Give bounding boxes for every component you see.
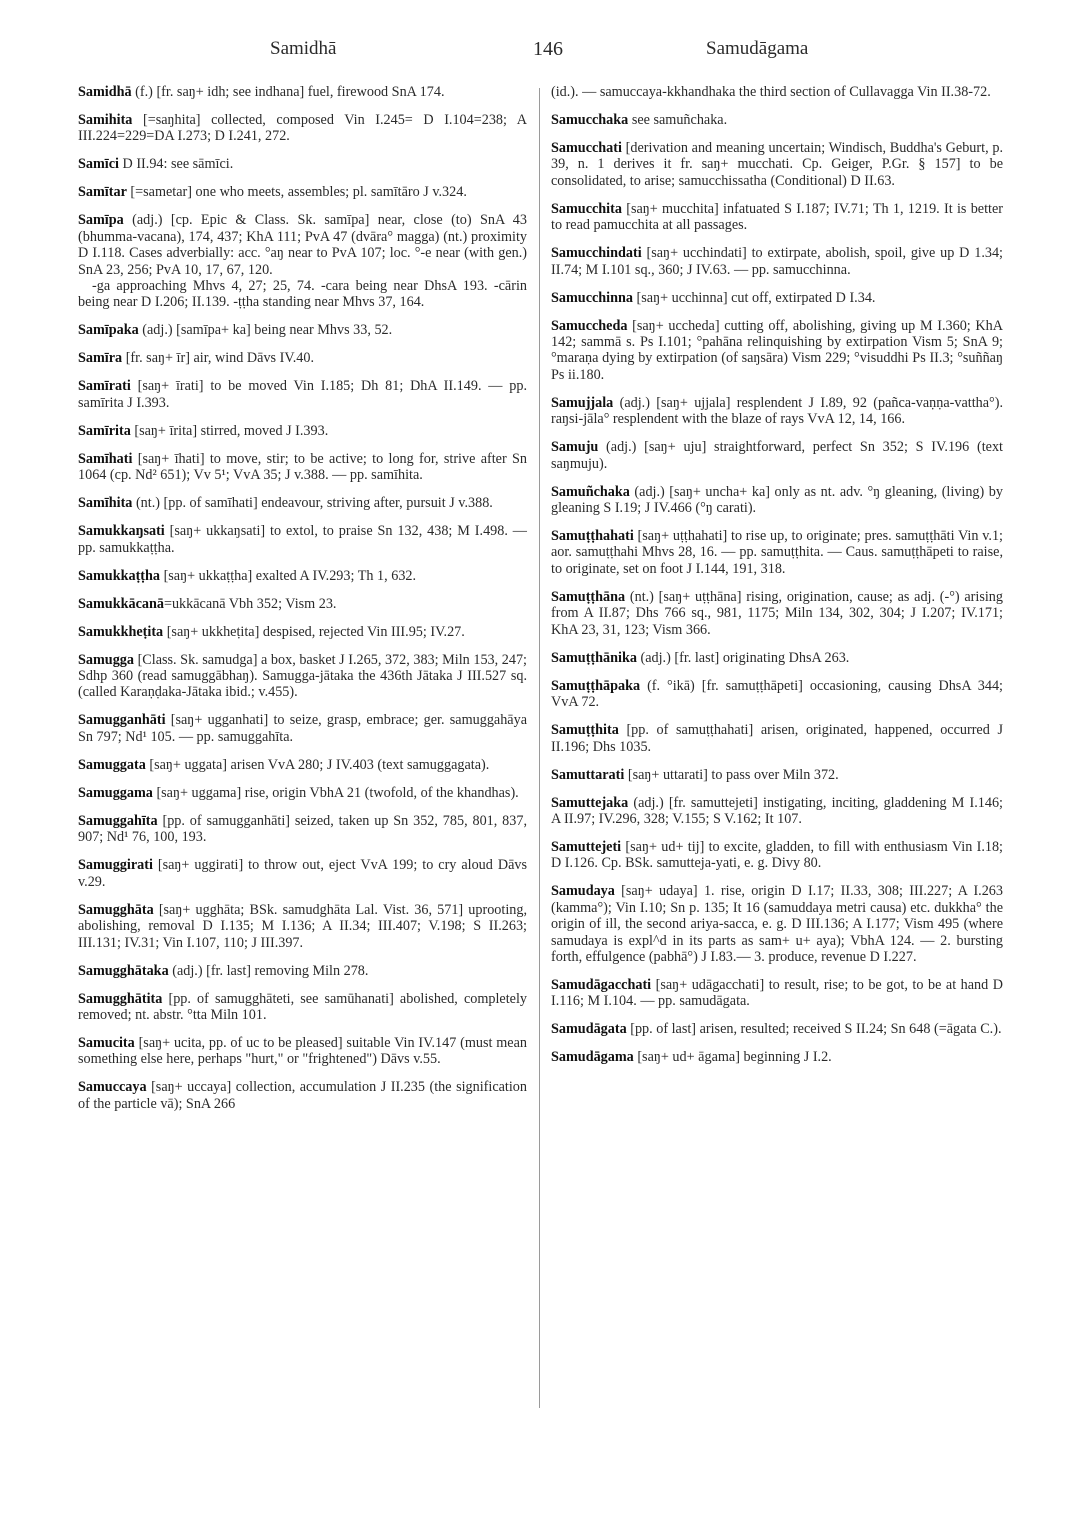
headword: Samucchati [551,140,622,156]
entry-definition: [pp. of samuṭṭhahati] arisen, originated, happened, occurred J II.196; Dhs 1035. [551,722,1003,755]
entry-definition: [Class. Sk. samudga] a box, basket J I.265, 372, 383; Miln 153, 247; Sdhp 360 (read samuggābhaŋ). Samugga-jātaka the 436th Jātaka J III.527 sq. (called Karaṇḍaka-Jātaka ibid.; v.455). [78,651,527,701]
entry-definition: [saŋ+ ucchinna] cut off, extirpated D I.34. [633,289,876,306]
entry-definition: [pp. of last] arisen, resulted; received S II.24; Sn 648 (=āgata C.). [626,1021,1002,1038]
headword: Samuṭṭhahati [551,528,634,545]
headword: Samudāgata [551,1021,627,1038]
dictionary-entry [78,902,527,951]
entry-definition: [saŋ+ uttarati] to pass over Miln 372. [624,766,839,783]
headword: Samudāgacchati [551,976,652,993]
entry-definition: D II.94: see sāmīci. [118,156,234,173]
entry-definition: [=sametar] one who meets, assembles; pl. samītāro J v.324. [126,184,467,201]
dictionary-entry [78,112,527,145]
headword: Samugganhāti [78,712,166,729]
dictionary-entry [551,201,1003,234]
headword: Samuggama [78,784,153,801]
dictionary-entry [78,451,527,484]
entry-definition: (id.). — samuccaya-kkhandhaka the third section of Cullavagga Vin II.38-72. [551,84,991,100]
dictionary-entry [78,495,527,511]
dictionary-entry [78,568,527,584]
dictionary-entry [78,1035,527,1068]
headword: Samucita [78,1034,135,1051]
headword: Samuṭṭhita [551,722,619,739]
headword: Samihita [78,112,133,128]
headword: Samītar [78,184,127,201]
headword: Samīhati [78,450,133,467]
dictionary-entry [551,112,1003,128]
page-number: 146 [533,38,563,60]
entry-definition: (nt.) [saŋ+ uṭṭhāna] rising, origination, cause; as adj. (-°) arising from A II.87; Dhs 766 sq., 981, 1175; Miln 134, 302, 304; J I.207; IV.171; KhA 23, 31, 123; Vism 366. [551,588,1003,638]
headword: Samuttejeti [551,838,622,855]
entry-definition: [saŋ+ uṭṭhahati] to rise up, to originate; pres. samuṭṭhāti Vin v.1; aor. samuṭṭhahi Mhvs 28, 16. — pp. samuṭṭhita. — Caus. samuṭṭhāpeti to raise, to originate, set on foot J I.144, 191, 318. [551,528,1003,577]
entry-definition: [saŋ+ ud+ tij] to excite, gladden, to fill with enthusiasm Vin I.18; D I.126. Cp. BSk. samutteja-yati, e. g. Divy 80. [551,838,1003,872]
dictionary-entry [78,350,527,366]
headword: Samīrita [78,422,131,439]
dictionary-entry [78,785,527,801]
headword: Samuccheda [551,317,628,334]
headword: Samīhita [78,495,133,512]
dictionary-entry [78,1079,527,1112]
headword: Samudāgama [551,1049,634,1066]
entry-definition: [saŋ+ ukkheṭita] despised, rejected Vin III.95; IV.27. [163,623,465,640]
headword: Samudaya [551,883,615,900]
entry-definition: [pp. of samugganhāti] seized, taken up Sn 352, 785, 801, 837, 907; Nd¹ 76, 100, 193. [78,812,527,846]
dictionary-entry [78,712,527,745]
entry-definition: (adj.) [fr. last] removing Miln 278. [168,962,369,979]
headword: Samukkheṭita [78,623,164,640]
dictionary-entry [551,528,1003,577]
dictionary-entry [551,722,1003,755]
entry-definition: (adj.) [samīpa+ ka] being near Mhvs 33, 52. [138,322,393,339]
headword: Samugghātita [78,990,163,1007]
entry-definition: (adj.) [saŋ+ uju] straightforward, perfect Sn 352; S IV.196 (text saŋmuju). [551,439,1003,472]
entry-definition: [saŋ+ īrita] stirred, moved J I.393. [130,422,329,439]
entry-definition: [saŋ+ ukkaṭṭha] exalted A IV.293; Th 1, 632. [160,567,417,584]
entry-definition: (adj.) [cp. Epic & Class. Sk. samīpa] near, close (to) SnA 43 (bhumma-vacana), 174, 437; KhA 111; PvA 47 (dvāra° magga) (nt.) proximity D I.118. Cases adverbially: acc. °aŋ near to PvA 107; loc. °-e near (with gen.) SnA 23, 256; PvA 10, 17, 67, 120. [78,212,527,278]
header-right-guide-word: Samudāgama [706,38,809,59]
dictionary-entry [551,439,1003,472]
dictionary-entry [551,1049,1003,1065]
dictionary-entry [551,318,1003,384]
dictionary-entry [551,245,1003,278]
dictionary-entry [551,1021,1003,1037]
page-header [78,38,1003,64]
headword: Samīpa [78,212,124,229]
entry-definition: [saŋ+ ud+ āgama] beginning J I.2. [633,1049,832,1066]
entry-definition: (adj.) [fr. samuttejeti] instigating, inciting, gladdening M I.146; A II.97; IV.296, 328; V.155; S V.162; It 107. [551,794,1003,827]
headword: Samucchita [551,200,622,217]
dictionary-entry [551,883,1003,965]
entry-definition: [saŋ+ uggama] rise, origin VbhA 21 (twofold, of the khandhas). [152,784,519,801]
entry-definition: [saŋ+ uccaya] collection, accumulation J II.235 (the signification of the particle vā); SnA 266 [78,1079,527,1112]
headword: Samuccaya [78,1079,147,1096]
entry-definition: [fr. saŋ+ īr] air, wind Dāvs IV.40. [122,350,315,367]
headword: Samuju [551,439,599,456]
dictionary-entry [78,652,527,701]
headword: Samīra [78,350,123,367]
dictionary-entry [78,156,527,172]
entry-definition: (adj.) [saŋ+ uncha+ ka] only as nt. adv. °ŋ gleaning, (living) by gleaning S I.19; J IV.466 (°ŋ carati). [551,483,1003,517]
entry-definition: [saŋ+ ukkaŋsati] to extol, to praise Sn 132, 438; M I.498. — pp. samukkaṭṭha. [78,523,527,556]
headword: Samujjala [551,394,614,411]
entry-definition: (adj.) [saŋ+ ujjala] resplendent J I.89, 92 (pañca-vaṇṇa-vattha°). raŋsi-jāla° resplendent with the blaze of rays VvA 12, 14, 166. [551,394,1003,428]
entry-definition: [=saŋhita] collected, composed Vin I.245= D I.104=238; A III.224=229=DA I.273; D I.241, 272. [78,112,527,145]
headword: Samīrati [78,378,131,395]
entry-definition: (f. °ikā) [fr. samuṭṭhāpeti] occasioning, causing DhsA 344; VvA 72. [551,677,1003,711]
dictionary-entry [551,839,1003,872]
dictionary-entry [551,678,1003,711]
dictionary-entry [78,523,527,556]
headword: Samīpaka [78,322,139,339]
entry-definition: [saŋ+ ucchindati] to extirpate, abolish, spoil, give up D 1.34; II.74; M I.101 sq., 360; J IV.63. — pp. samucchinna. [551,245,1003,278]
dictionary-entry [78,857,527,890]
entry-definition: [saŋ+ mucchita] infatuated S I.187; IV.71; Th 1, 1219. It is better to read pamucchita at all passages. [551,200,1003,234]
headword: Samuñchaka [551,483,630,500]
headword: Samuṭṭhāna [551,588,626,605]
entry-definition: [saŋ+ uccheda] cutting off, abolishing, giving up M I.360; KhA 142; sammā s. Ps I.101; °pahāna relinquishing by extirpation Vism 5; SnA 9; °maraṇa dying by extirpation (of saŋsāra) Vism 229; °visuddhi Ps II.3; °suññaŋ Ps ii.180. [551,317,1003,383]
headword: Samukkaŋsati [78,523,165,540]
entry-definition: [saŋ+ ucita, pp. of uc to be pleased] suitable Vin IV.147 (must mean something else here, perhaps "hurt," or "frightened") Dāvs v.55. [78,1034,527,1068]
dictionary-entry [78,963,527,979]
headword: Samugga [78,651,134,668]
entry-compounds: -ga approaching Mhvs 4, 27; 25, 74. -cara being near DhsA 193. -cārin being near D I.206; II.139. -ṭṭha standing near Mhvs 37, 164. [78,278,527,311]
dictionary-entry [78,596,527,612]
dictionary-entry [78,212,527,310]
headword: Samugghātaka [78,962,169,979]
dictionary-entry [551,650,1003,666]
dictionary-entry [78,322,527,338]
headword: Samucchaka [551,112,629,128]
dictionary-entry [78,757,527,773]
entry-definition: see samuñchaka. [628,112,728,128]
headword: Samuttarati [551,766,625,783]
entry-definition: =ukkācanā Vbh 352; Vism 23. [163,595,337,612]
headword: Samuṭṭhānika [551,649,637,666]
dictionary-entry [551,767,1003,783]
headword: Samucchindati [551,245,642,262]
headword: Samukkācanā [78,595,164,612]
dictionary-entry [78,624,527,640]
dictionary-entry [78,378,527,411]
dictionary-entry [78,84,527,100]
dictionary-entry [78,423,527,439]
entry-definition: [derivation and meaning uncertain; Windisch, Buddha's Geburt, p. 39, n. 1 derives it fr. saŋ+ mucchati. Cp. Geiger, P.Gr. § 157] to be consolidated, to arise; samucchissatha (Conditional) D II.63. [551,140,1003,189]
dictionary-entry [551,795,1003,828]
entry-definition: (f.) [fr. saŋ+ idh; see indhana] fuel, firewood SnA 174. [131,84,445,100]
dictionary-entry [78,184,527,200]
entry-definition: [saŋ+ uggata] arisen VvA 280; J IV.403 (text samuggagata). [145,756,490,773]
column-divider [539,88,540,1408]
entry-definition: [saŋ+ īhati] to move, stir; to be active; to long for, strive after Sn 1064 (cp. Nd² 651); Vv 5¹; VvA 35; J v.388. — pp. samīhita. [78,450,527,484]
entry-definition: [saŋ+ uggirati] to throw out, eject VvA 199; to cry aloud Dāvs v.29. [78,857,527,890]
entry-definition: [saŋ+ īrati] to be moved Vin I.185; Dh 81; DhA II.149. — pp. samīrita J I.393. [78,378,527,411]
headword: Samidhā [78,84,132,100]
dictionary-entry [78,813,527,846]
headword: Samīci [78,156,119,173]
left-column [78,84,527,1124]
right-column [551,84,1003,1077]
dictionary-entry [551,977,1003,1010]
entry-definition: [saŋ+ ugganhati] to seize, grasp, embrace; ger. samuggahāya Sn 797; Nd¹ 105. — pp. samuggahīta. [78,712,527,745]
headword: Samuggirati [78,857,153,874]
headword: Samuggata [78,756,146,773]
headword: Samuggahīta [78,812,158,829]
dictionary-entry [551,140,1003,189]
dictionary-entry [78,991,527,1024]
dictionary-entry [551,395,1003,428]
entry-definition: [saŋ+ udāgacchati] to result, rise; to be got, to be at hand D I.116; M I.104. — pp. samudāgata. [551,976,1003,1010]
dictionary-entry [551,290,1003,306]
entry-definition: [saŋ+ ugghāta; BSk. samudghāta Lal. Vist. 36, 571] uprooting, abolishing, removal D I.135; M I.136; A II.34; III.407; V.198; S II.263; III.131; IV.31; Vin I.107, 110; J III.397. [78,901,527,951]
entry-definition: [saŋ+ udaya] 1. rise, origin D I.17; II.33, 308; III.227; A I.263 (kamma°); Vin I.10; Sn p. 135; It 16 (samuddaya metri causa) etc. dukkha° the origin of ill, the second ariya-sacca, e. g. D III.136; A I.177; Vism 495 (where samudaya is expl^d in its parts as sam+ u+ aya); VbhA 124. — 2. bursting forth, effulgence (pabhā°) J I.83.— 3. produce, revenue D I.227. [551,883,1003,965]
entry-definition: (nt.) [pp. of samīhati] endeavour, striving after, pursuit J v.388. [132,495,493,512]
entry-definition: [pp. of samugghāteti, see samūhanati] abolished, completely removed; nt. abstr. °tta Miln 101. [78,990,527,1023]
headword: Samukkaṭṭha [78,567,161,584]
dictionary-entry [551,84,1003,100]
headword: Samuttejaka [551,794,629,811]
headword: Samucchinna [551,289,633,306]
headword: Samuṭṭhāpaka [551,677,641,694]
header-left-guide-word: Samidhā [270,38,337,59]
headword: Samugghāta [78,901,154,918]
entry-definition: (adj.) [fr. last] originating DhsA 263. [636,649,850,666]
dictionary-entry [551,484,1003,517]
dictionary-entry [551,589,1003,638]
